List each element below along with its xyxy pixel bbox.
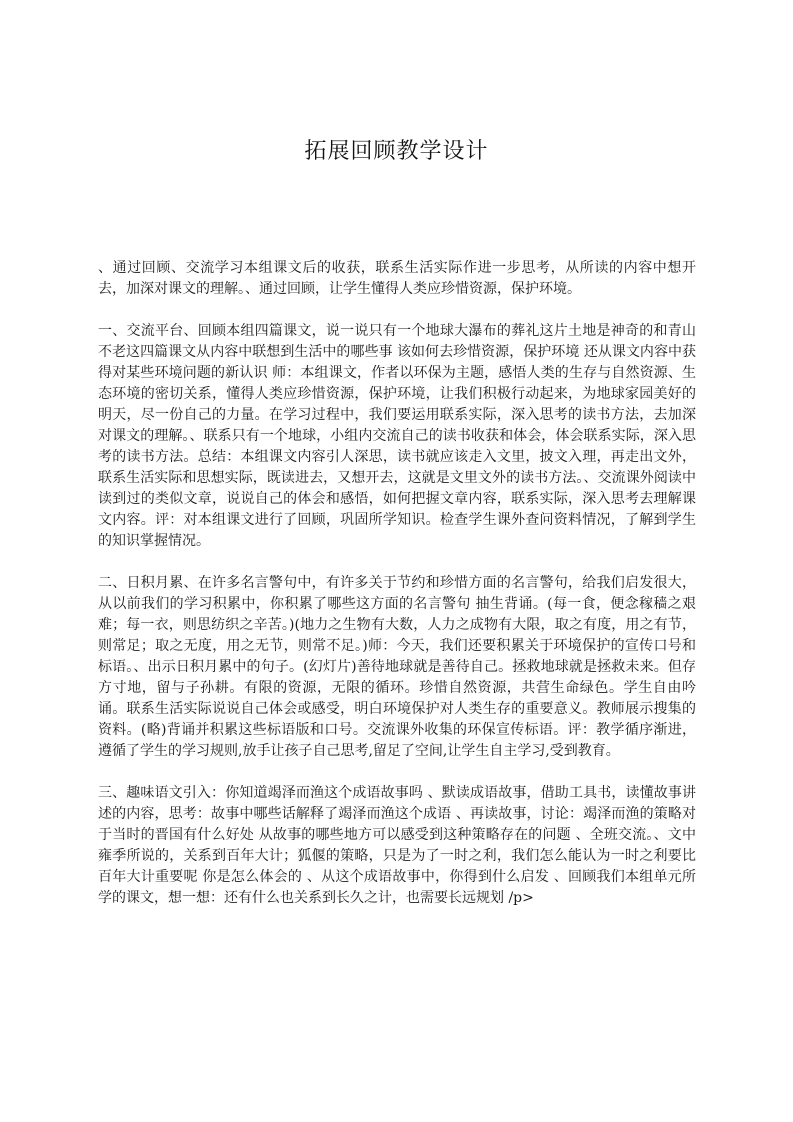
document-title: 拓展回顾教学设计	[304, 139, 489, 164]
paragraph-daily-accumulation: 二、日积月累、在许多名言警句中，有许多关于节约和珍惜方面的名言警句，给我们启发很大，从以前我们的学习积累中，你积累了哪些这方面的名言警句 抽生背诵。(每一食，便念稼穑之艰难；每一衣，则思纺织之辛苦。)(地力之生物有大数，人力之成物有大限，取之有度，用之有节，则常足；取之无度，用之无节，则常不足。)师：今天，我们还要积累关于环境保护的宣传口号和标语。、出示日积月累中的句子。(幻灯片)善待地球就是善待自己。拯救地球就是拯救未来。但存方寸地，留与子孙耕。有限的资源，无限的循环。珍惜自然资源，共营生命绿色。学生自由吟诵。联系生活实际说说自己体会或感受，明白环境保护对人类生存的重要意义。教师展示搜集的资料。(略)背诵并积累这些标语版和口号。交流课外收集的环保宣传标语。评：教学循序渐进，遵循了学生的学习规则,放手让孩子自己思考,留足了空间,让学生自主学习,受到教育。	[98, 575, 696, 759]
document-body	[98, 258, 696, 930]
paragraph-fun-chinese: 三、趣味语文引入：你知道竭泽而渔这个成语故事吗 、默读成语故事，借助工具书，读懂故事讲述的内容，思考：故事中哪些话解释了竭泽而渔这个成语 、再读故事，讨论：竭泽而渔的策略对于当时的晋国有什么好处 从故事的哪些地方可以感受到这种策略存在的问题 、全班交流。、文中雍季所说的，关系到百年大计；狐偃的策略，只是为了一时之利，我们怎么能认为一时之利要比百年大计重要呢 你是怎么体会的 、从这个成语故事中，你得到什么启发 、回顾我们本组单元所学的课文，想一想：还有什么也关系到长久之计，也需要长远规划 /p>	[98, 785, 696, 906]
paragraph-exchange-platform: 一、交流平台、回顾本组四篇课文，说一说只有一个地球大瀑布的葬礼这片土地是神奇的和青山不老这四篇课文从内容中联想到生活中的哪些事 该如何去珍惜资源，保护环境 还从课文内容中获得对某些环境问题的新认识 师：本组课文，作者以环保为主题，感悟人类的生存与自然资源、生态环境的密切关系，懂得人类应珍惜资源，保护环境，让我们积极行动起来，为地球家园美好的明天，尽一份自己的力量。在学习过程中，我们要运用联系实际，深入思考的读书方法，去加深对课文的理解。、联系只有一个地球，小组内交流自己的读书收获和体会，体会联系实际，深入思考的读书方法。总结：本组课文内容引人深思，读书就应该走入文里，披文入理，再走出文外，联系生活实际和思想实际，既读进去，又想开去，这就是文里文外的读书方法。、交流课外阅读中读到过的类似文章，说说自己的体会和感悟，如何把握文章内容，联系实际，深入思考去理解课文内容。评：对本组课文进行了回顾，巩固所学知识。检查学生课外查问资料情况，了解到学生的知识掌握情况。	[98, 323, 696, 549]
paragraph-objectives: 、通过回顾、交流学习本组课文后的收获，联系生活实际作进一步思考，从所读的内容中想开去，加深对课文的理解。、通过回顾，让学生懂得人类应珍惜资源，保护环境。	[98, 260, 696, 297]
